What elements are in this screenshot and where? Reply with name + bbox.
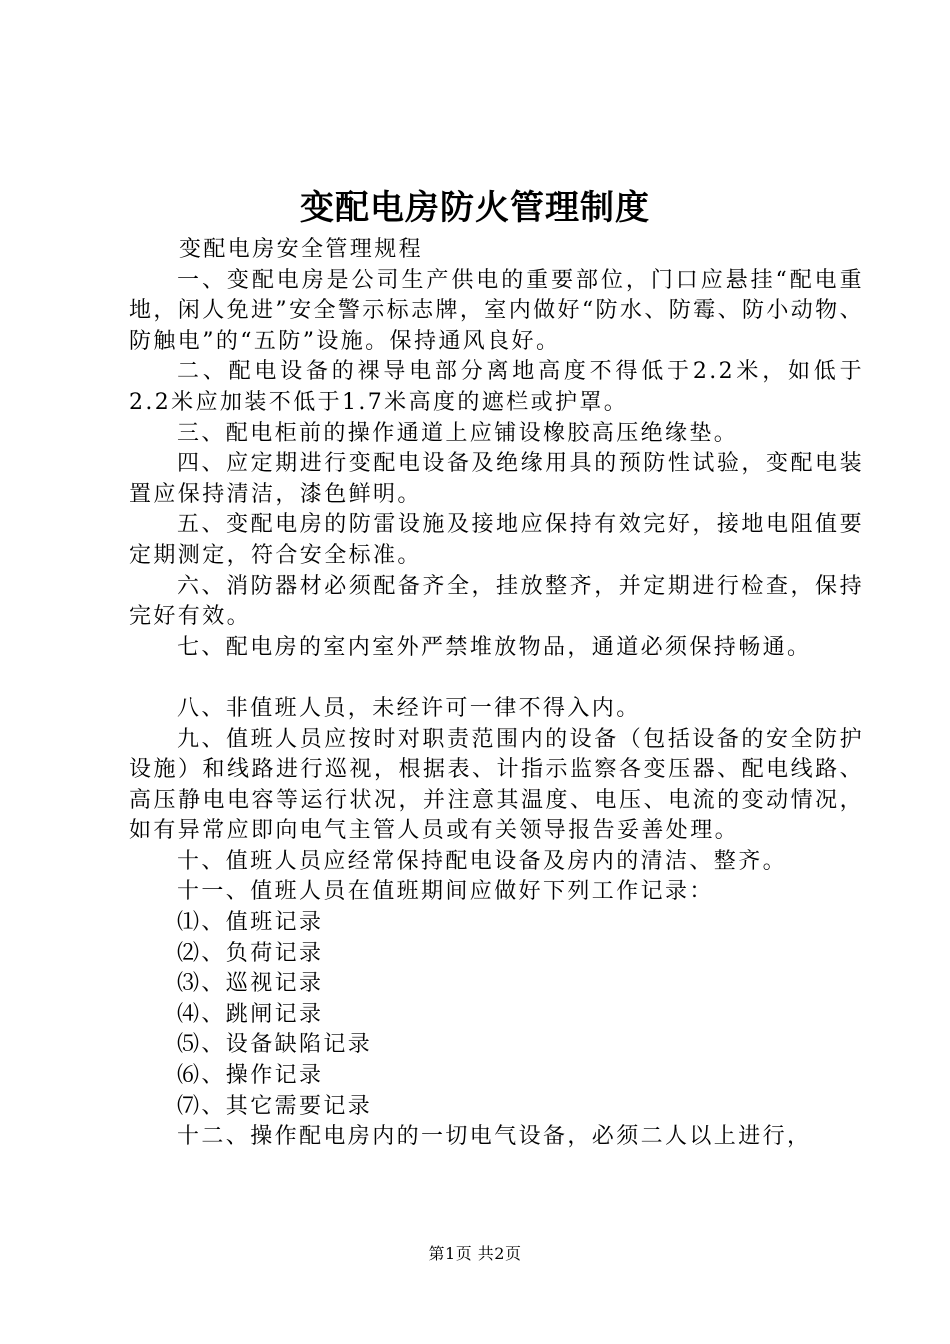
paragraph-7: 七、配电房的室内室外严禁堆放物品，通道必须保持畅通。: [177, 634, 812, 660]
record-item: ⑵、负荷记录: [177, 940, 324, 966]
paragraph-2: 二、配电设备的裸导电部分离地高度不得低于2.2米，如低于2.2米应加装不低于1.7米高度的遮栏或护罩。: [129, 359, 864, 415]
record-item: ⑴、值班记录: [177, 910, 324, 936]
paragraph-11: 十一、值班人员在值班期间应做好下列工作记录：: [177, 879, 714, 905]
paragraph-6: 六、消防器材必须配备齐全，挂放整齐，并定期进行检查，保持完好有效。: [129, 573, 864, 630]
paragraph-9: 九、值班人员应按时对职责范围内的设备（包括设备的安全防护设施）和线路进行巡视，根据表、计指示监察各变压器、配电线路、高压静电电容等运行状况，并注意其温度、电压、电流的变动情况，如有异常应即向电气主管人员或有关领导报告妥善处理。: [129, 726, 864, 844]
paragraph-5: 五、变配电房的防雷设施及接地应保持有效完好，接地电阻值要定期测定，符合安全标准。: [129, 512, 864, 568]
page-title: 变配电房防火管理制度: [300, 188, 650, 228]
blank-line: [129, 663, 864, 694]
paragraph-8: 八、非值班人员，未经许可一律不得入内。: [177, 695, 641, 721]
document-body: [129, 235, 864, 1153]
document-subtitle: 变配电房安全管理规程: [179, 237, 424, 262]
record-item: ⑸、设备缺陷记录: [177, 1032, 373, 1058]
paragraph-12: 十二、操作配电房内的一切电气设备，必须二人以上进行，: [177, 1124, 812, 1150]
record-item: ⑺、其它需要记录: [177, 1093, 373, 1119]
page-footer: 第1页 共2页: [428, 1244, 522, 1263]
paragraph-1: 一、变配电房是公司生产供电的重要部位，门口应悬挂“配电重地，闲人免进”安全警示标志牌，室内做好“防水、防霉、防小动物、防触电”的“五防”设施。保持通风良好。: [129, 267, 864, 354]
paragraph-3: 三、配电柜前的操作通道上应铺设橡胶高压绝缘垫。: [177, 420, 739, 446]
paragraph-4: 四、应定期进行变配电设备及绝缘用具的预防性试验，变配电装置应保持清洁，漆色鲜明。: [129, 451, 864, 507]
record-item: ⑹、操作记录: [177, 1063, 324, 1089]
record-item: ⑷、跳闸记录: [177, 1001, 324, 1027]
record-item: ⑶、巡视记录: [177, 971, 324, 997]
paragraph-10: 十、值班人员应经常保持配电设备及房内的清洁、整齐。: [177, 848, 788, 874]
